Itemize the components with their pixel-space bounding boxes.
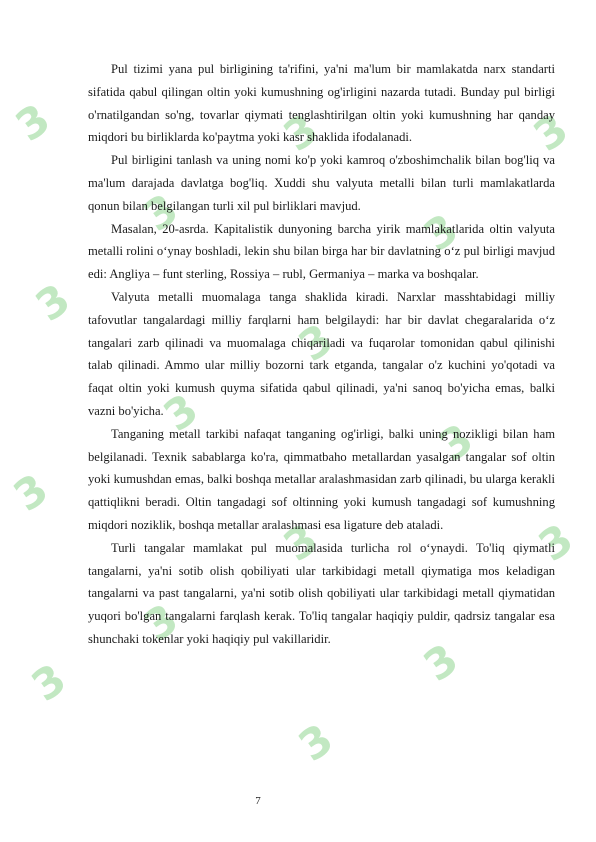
paragraph-3: Masalan, 20-asrda. Kapitalistik dunyoning barcha yirik mamlakatlarida oltin valyuta metalli rolini o‘ynay boshladi, lekin shu bilan birga har bir davlatning o‘z pul birligi mavjud edi: Angliya – funt sterling, Rossiya – rubl, Germaniya – marka va boshqalar.: [88, 221, 555, 282]
paragraph-5: Tanganing metall tarkibi nafaqat tanganing og'irligi, balki uning nozikligi bilan ham belgilanadi. Texnik sabablarga ko'ra, qimmatbaho metallardan yasalgan tangalar sof oltin yoki kumushdan emas, balki boshqa metallar aralashmasidan zarb qilinadi, bu ularga kerakli qattiqlikni beradi. Oltin tangadagi sof oltinning yoki kumush tangadagi sof kumushning miqdori noziklik, boshqa metallar aralashmasi esa ligature deb ataladi.: [88, 426, 555, 532]
paragraph-6: Turli tangalar mamlakat pul muomalasida turlicha rol o‘ynaydi. To'liq qiymatli tangalarni, ya'ni sotib olish qobiliyati ular tarkibidagi metall qiymatiga mos keladigan tangalarni va past tangalarni, ya'ni sotib olish qobiliyati ular tarkibidagi metall qiymatidan yuqori bo'lgan tangalarni farqlash kerak. To'liq tangalar haqiqiy puldir, qadrsiz tangalar esa shunchaki tokenlar yoki haqiqiy pul vakillaridir.: [88, 540, 555, 646]
svg-text:3: 3: [289, 714, 342, 771]
svg-text:3: 3: [4, 464, 57, 521]
svg-text:3: 3: [274, 104, 327, 161]
svg-text:3: 3: [274, 514, 327, 571]
svg-text:3: 3: [414, 634, 467, 691]
paragraph-1: Pul tizimi yana pul birligining ta'rifini, ya'ni ma'lum bir mamlakatda narx standarti sifatida qabul qilingan oltin yoki kumushning og'irligini nazarda tutadi. Bunday pul birligi o'rnatilgandan so'ng, tovarlar qiymati tenglashtirilgan oltin yoki kumushning har qanday miqdori bu birliklarda ko'paytma yoki kasr shaklida ifodalanadi.: [88, 62, 555, 145]
svg-text:3: 3: [414, 204, 467, 261]
paragraph-2: Pul birligini tanlash va uning nomi ko'p yoki kamroq o'zboshimchalik bilan bog'liq va ma'lum darajada davlatga bog'liq. Xuddi shu valyuta metalli bilan turli mamlakatlarda qonun bilan belgilangan turli xil pul birliklari mavjud.: [88, 153, 555, 213]
svg-text:3: 3: [429, 414, 482, 471]
page-number: 7: [255, 795, 261, 807]
svg-text:3: 3: [529, 514, 582, 571]
paragraph-4: Valyuta metalli muomalaga tanga shaklida kiradi. Narxlar masshtabidagi milliy tafovutlar tangalardagi milliy farqlarni ham belgilaydi: har bir davlat chegaralarida o‘z tangalari zarb qilinadi va muomalaga chiqariladi va fuqarolar tomonidan qabul qilinishi talab qilinadi. Ammo ular milliy bozorni tark etganda, tangalar o'z kuchini yo'qotadi va faqat oltin yoki kumush quyma sifatida qabul qilinadi, ya'ni sanoq bo'yicha emas, balki vazni bo'yicha.: [88, 289, 555, 418]
svg-text:3: 3: [289, 314, 342, 371]
svg-text:3: 3: [524, 104, 577, 161]
svg-text:3: 3: [26, 274, 79, 331]
svg-text:3: 3: [154, 384, 207, 441]
svg-text:3: 3: [134, 184, 187, 241]
body-text: [88, 58, 555, 651]
svg-text:3: 3: [6, 94, 59, 151]
svg-text:3: 3: [134, 594, 187, 651]
svg-text:3: 3: [22, 654, 75, 711]
